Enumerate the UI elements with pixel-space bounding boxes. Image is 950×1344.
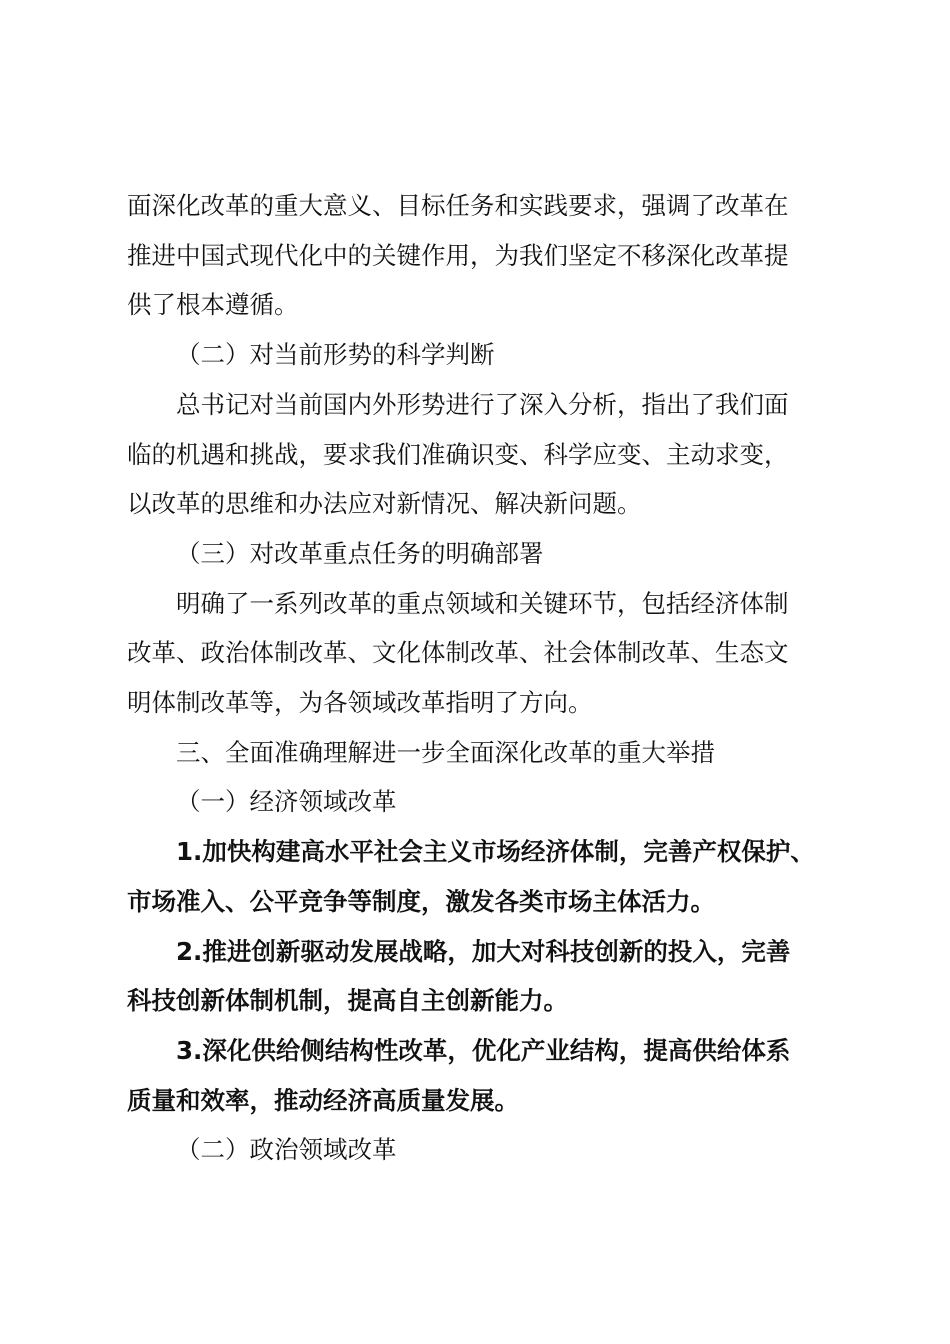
text-line: 3.深化供给侧结构性改革，优化产业结构，提高供给体系: [176, 1035, 791, 1065]
text-line: （三）对改革重点任务的明确部署: [176, 538, 544, 568]
text-line: 科技创新体制机制，提高自主创新能力。: [127, 986, 568, 1016]
subsection-heading: [127, 777, 837, 827]
text-line: 面深化改革的重大意义、目标任务和实践要求，强调了改革在: [127, 191, 789, 220]
text-line: 三、全面准确理解进一步全面深化改革的重大举措: [176, 737, 715, 767]
paragraph: [127, 579, 837, 728]
text-line: 1.加快构建高水平社会主义市场经济体制，完善产权保护、: [176, 837, 815, 867]
text-line: 2.推进创新驱动发展战略，加大对科技创新的投入，完善: [176, 936, 791, 966]
text-line: 改革、政治体制改革、文化体制改革、社会体制改革、生态文: [127, 638, 789, 668]
text-line: 临的机遇和挑战，要求我们准确识变、科学应变、主动求变，: [127, 439, 789, 469]
text-line: 质量和效率，推动经济高质量发展。: [127, 1085, 519, 1115]
numbered-item: [127, 827, 837, 926]
section-heading: [127, 728, 837, 778]
text-line: 市场准入、公平竞争等制度，激发各类市场主体活力。: [127, 886, 715, 916]
document-body: [127, 181, 837, 1175]
numbered-item: [127, 1026, 837, 1125]
text-line: 明体制改革等，为各领域改革指明了方向。: [127, 688, 593, 718]
text-line: 以改革的思维和办法应对新情况、解决新问题。: [127, 489, 642, 519]
numbered-item: [127, 927, 837, 1026]
text-line: 总书记对当前国内外形势进行了深入分析，指出了我们面: [176, 389, 789, 419]
text-line: （二）对当前形势的科学判断: [176, 340, 495, 370]
text-line: 供了根本遵循。: [127, 290, 299, 320]
paragraph: [127, 380, 837, 529]
text-line: （一）经济领域改革: [176, 787, 397, 817]
subsection-heading: [127, 330, 837, 380]
text-line: （二）政治领域改革: [176, 1135, 397, 1165]
subsection-heading: [127, 529, 837, 579]
text-line: 明确了一系列改革的重点领域和关键环节，包括经济体制: [176, 588, 789, 618]
paragraph-continuation: [127, 181, 837, 330]
text-line: 推进中国式现代化中的关键作用，为我们坚定不移深化改革提: [127, 240, 789, 270]
subsection-heading: [127, 1125, 837, 1175]
